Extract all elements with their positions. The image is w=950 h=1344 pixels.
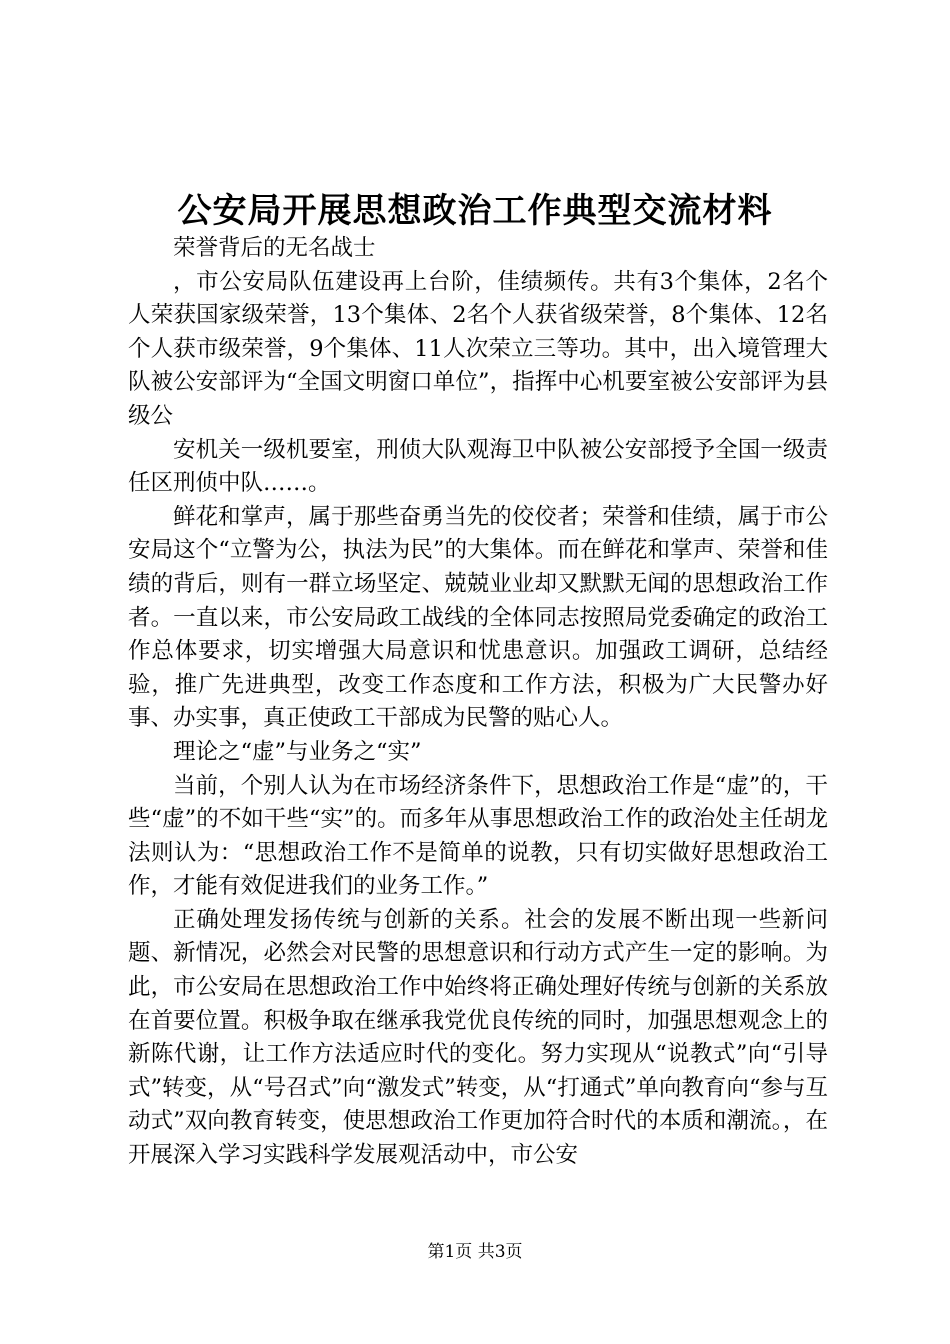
document-body	[128, 232, 828, 1173]
paragraph: 当前，个别人认为在市场经济条件下，思想政治工作是“虚”的，干些“虚”的不如干些“实”的。而多年从事思想政治工作的政治处主任胡龙法则认为：“思想政治工作不是简单的说教，只有切实做好思想政治工作，才能有效促进我们的业务工作。”	[128, 772, 828, 900]
page-footer: 第1页 共3页	[427, 1242, 523, 1262]
paragraph: 正确处理发扬传统与创新的关系。社会的发展不断出现一些新问题、新情况，必然会对民警的思想意识和行动方式产生一定的影响。为此，市公安局在思想政治工作中始终将正确处理好传统与创新的关系放在首要位置。积极争取在继承我党优良传统的同时，加强思想观念上的新陈代谢，让工作方法适应时代的变化。努力实现从“说教式”向“引导式”转变，从“号召式”向“激发式”转变，从“打通式”单向教育向“参与互动式”双向教育转变，使思想政治工作更加符合时代的本质和潮流。，在开展深入学习实践科学发展观活动中，市公安	[128, 906, 828, 1169]
paragraph: 安机关一级机要室，刑侦大队观海卫中队被公安部授予全国一级责任区刑侦中队……。	[128, 436, 828, 497]
paragraph: 理论之“虚”与业务之“实”	[173, 738, 422, 765]
page-title: 公安局开展思想政治工作典型交流材料	[177, 191, 773, 231]
paragraph: ，市公安局队伍建设再上台阶，佳绩频传。共有3个集体，2名个人荣获国家级荣誉，13个集体、2名个人获省级荣誉，8个集体、12名个人获市级荣誉，9个集体、11人次荣立三等功。其中，出入境管理大队被公安部评为“全国文明窗口单位”，指挥中心机要室被公安部评为县级公	[128, 268, 828, 429]
paragraph: 鲜花和掌声，属于那些奋勇当先的佼佼者；荣誉和佳绩，属于市公安局这个“立警为公，执法为民”的大集体。而在鲜花和掌声、荣誉和佳绩的背后，则有一群立场坚定、兢兢业业却又默默无闻的思想政治工作者。一直以来，市公安局政工战线的全体同志按照局党委确定的政治工作总体要求，切实增强大局意识和忧患意识。加强政工调研，总结经验，推广先进典型，改变工作态度和工作方法，积极为广大民警办好事、办实事，真正使政工干部成为民警的贴心人。	[128, 503, 828, 732]
paragraph: 荣誉背后的无名战士	[173, 235, 376, 261]
